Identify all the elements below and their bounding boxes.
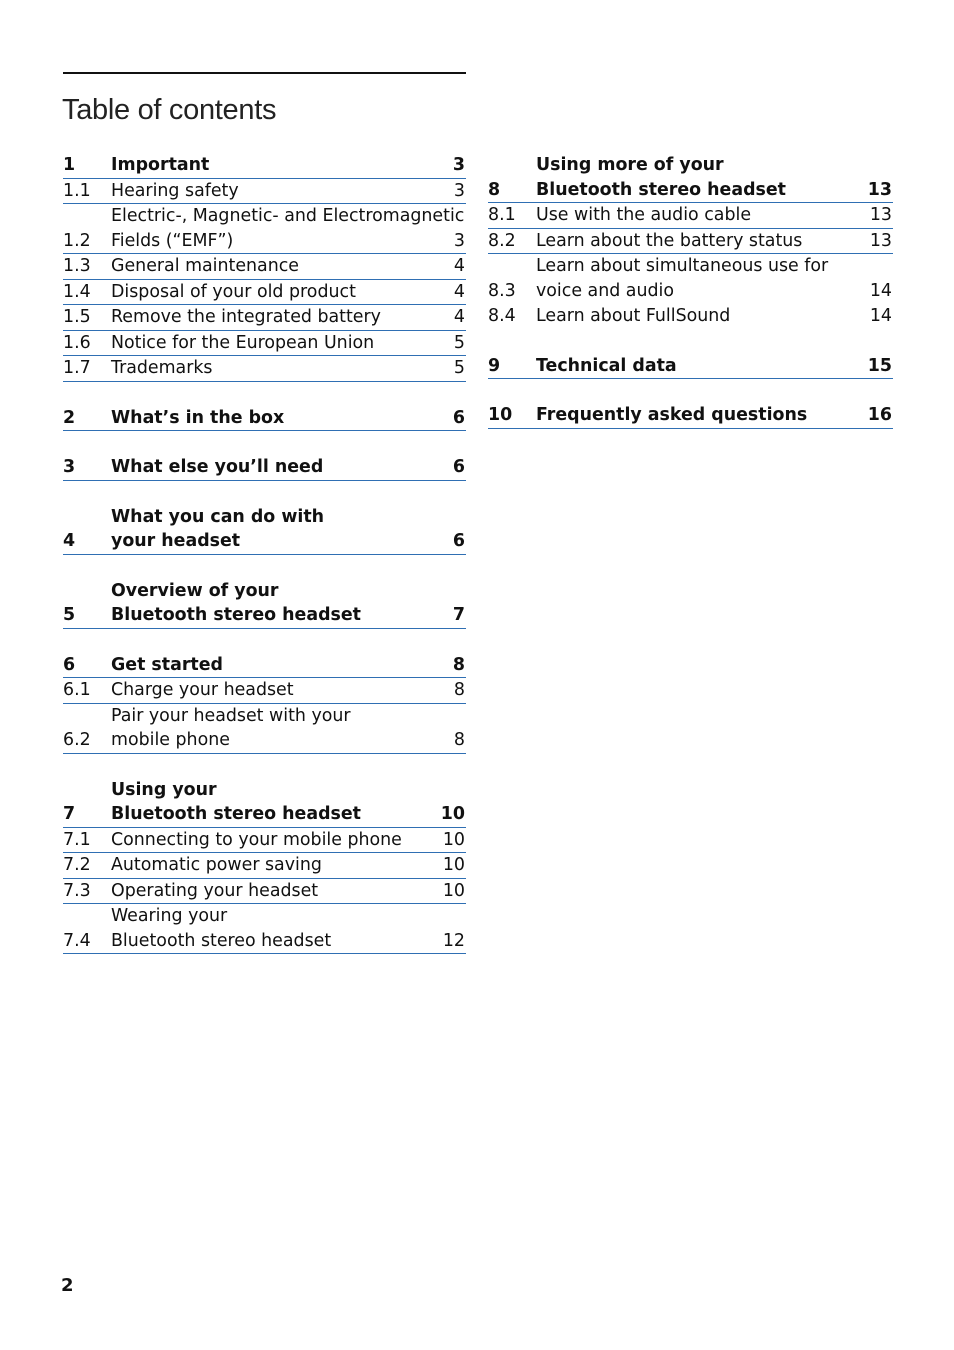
toc-entry-number: 6.1	[63, 680, 91, 700]
toc-entry-number: 8.4	[488, 306, 516, 326]
toc-chapter[interactable]	[63, 505, 466, 555]
toc-entry-title-line: voice and audio	[536, 280, 674, 301]
toc-entry-number: 9	[488, 355, 501, 376]
toc-chapter[interactable]	[63, 153, 466, 179]
section-gap	[63, 481, 466, 505]
toc-entry-title-line: Learn about FullSound	[536, 306, 731, 326]
toc-entry-title-line: Technical data	[536, 355, 677, 376]
toc-entry-page: 8	[453, 730, 465, 750]
toc-entry-title-line: What else you’ll need	[111, 457, 324, 477]
toc-entry-title-line: Bluetooth stereo headset	[111, 930, 332, 951]
toc-entry-title	[111, 653, 466, 678]
toc-section[interactable]	[63, 704, 466, 754]
toc-entry-title-line: Learn about simultaneous use for	[536, 256, 829, 276]
toc-entry-number: 6.2	[63, 730, 91, 750]
toc-entry-page: 6	[452, 531, 465, 551]
toc-entry-title-line: Pair your headset with your	[111, 705, 351, 726]
toc-section[interactable]	[63, 879, 466, 905]
toc-entry-title-line: Trademarks	[111, 358, 213, 378]
toc-entry-title-line: What’s in the box	[111, 407, 285, 428]
toc-section[interactable]	[63, 904, 466, 954]
toc-entry-page: 15	[867, 355, 892, 376]
toc-entry-number: 1	[63, 155, 76, 175]
toc-chapter[interactable]	[63, 653, 466, 679]
toc-section[interactable]	[488, 229, 893, 255]
toc-entry-title	[111, 678, 466, 703]
toc-entry-number: 8.2	[488, 230, 516, 251]
toc-entry-title	[536, 229, 893, 254]
toc-entry-number: 1.2	[63, 230, 91, 251]
toc-entry-number: 7	[63, 804, 76, 824]
toc-entry-page: 8	[453, 680, 465, 700]
toc-entry-title-line: Remove the integrated battery	[111, 307, 381, 327]
toc-entry-title-line: Wearing your	[111, 906, 228, 926]
toc-entry-title-line: Important	[111, 155, 210, 175]
toc-entry-page: 16	[867, 405, 892, 425]
toc-entry-title	[111, 356, 466, 381]
toc-entry-page: 4	[453, 256, 465, 276]
toc-entry-page: 10	[440, 804, 465, 824]
toc-entry-number: 2	[63, 407, 76, 428]
toc-entry-number: 4	[63, 531, 76, 551]
toc-chapter[interactable]	[63, 406, 466, 432]
toc-entry-title-line: Operating your headset	[111, 880, 319, 901]
toc-entry-title-line: mobile phone	[111, 730, 230, 750]
toc-section[interactable]	[63, 305, 466, 331]
toc-entry-number: 6	[63, 654, 76, 675]
toc-entry-title	[536, 354, 893, 379]
toc-right-column	[488, 153, 893, 429]
toc-entry-page: 3	[452, 155, 465, 175]
toc-entry-title	[536, 203, 893, 228]
toc-entry-title-line: Frequently asked questions	[536, 405, 808, 425]
toc-entry-title	[536, 304, 893, 329]
toc-section[interactable]	[63, 678, 466, 704]
toc-entry-page: 14	[869, 306, 892, 326]
toc-entry-title	[111, 879, 466, 904]
toc-entry-page: 6	[452, 457, 465, 477]
toc-entry-title	[111, 204, 466, 253]
toc-entry-page: 14	[869, 280, 892, 301]
toc-entry-title-line: What you can do with	[111, 506, 325, 527]
toc-entry-title	[111, 331, 466, 356]
toc-entry-title	[111, 280, 466, 305]
toc-entry-page: 10	[442, 880, 465, 901]
toc-entry-title	[111, 406, 466, 431]
page-number: 2	[61, 1275, 74, 1296]
toc-section[interactable]	[488, 203, 893, 229]
toc-entry-page: 13	[869, 205, 892, 225]
toc-entry-title-line: Charge your headset	[111, 680, 294, 700]
toc-entry-page: 10	[442, 829, 465, 850]
toc-entry-title-line: Automatic power saving	[111, 855, 322, 875]
toc-section[interactable]	[488, 304, 893, 330]
toc-entry-number: 1.6	[63, 332, 91, 353]
toc-section[interactable]	[63, 204, 466, 254]
toc-entry-title	[536, 254, 893, 303]
section-gap	[488, 379, 893, 403]
toc-entry-page: 13	[869, 230, 892, 251]
toc-entry-title-line: Using your	[111, 779, 217, 800]
toc-entry-number: 5	[63, 605, 76, 625]
toc-chapter[interactable]	[488, 403, 893, 429]
toc-entry-page: 6	[452, 407, 465, 428]
toc-section[interactable]	[63, 356, 466, 382]
toc-entry-title	[111, 179, 466, 204]
toc-entry-title-line: Learn about the battery status	[536, 230, 803, 251]
toc-entry-title-line: your headset	[111, 531, 241, 551]
toc-entry-title-line: Fields (“EMF”)	[111, 230, 234, 251]
toc-entry-title	[111, 828, 466, 853]
toc-chapter[interactable]	[488, 153, 893, 203]
toc-section[interactable]	[63, 853, 466, 879]
toc-entry-title-line: Bluetooth stereo headset	[111, 605, 361, 625]
toc-entry-page: 13	[867, 179, 892, 200]
toc-entry-page: 3	[453, 230, 465, 251]
toc-chapter[interactable]	[63, 455, 466, 481]
toc-entry-title	[111, 778, 466, 827]
toc-entry-number: 7.1	[63, 829, 91, 850]
toc-entry-title	[111, 704, 466, 753]
toc-entry-title-line: Overview of your	[111, 580, 279, 601]
page-title: Table of contents	[62, 94, 277, 126]
toc-chapter[interactable]	[63, 778, 466, 828]
toc-entry-title-line: General maintenance	[111, 256, 299, 276]
toc-entry-number: 1.7	[63, 358, 91, 378]
toc-entry-title-line: Bluetooth stereo headset	[536, 179, 786, 200]
toc-entry-page: 5	[453, 332, 465, 353]
toc-entry-page: 3	[453, 180, 465, 201]
toc-entry-title	[111, 579, 466, 628]
toc-entry-number: 10	[488, 405, 513, 425]
toc-chapter[interactable]	[63, 579, 466, 629]
toc-entry-title	[111, 455, 466, 480]
toc-section[interactable]	[488, 254, 893, 304]
toc-entry-page: 10	[442, 855, 465, 875]
toc-section[interactable]	[63, 331, 466, 357]
toc-entry-number: 7.3	[63, 880, 91, 901]
section-gap	[63, 382, 466, 406]
toc-entry-title	[111, 505, 466, 554]
toc-entry-title	[111, 904, 466, 953]
toc-entry-title	[536, 153, 893, 202]
section-gap	[63, 555, 466, 579]
toc-entry-number: 1.4	[63, 281, 91, 302]
toc-entry-title-line: Bluetooth stereo headset	[111, 804, 361, 824]
toc-entry-page: 5	[453, 358, 465, 378]
toc-entry-title	[111, 153, 466, 178]
toc-entry-page: 4	[453, 281, 465, 302]
toc-entry-number: 1.3	[63, 256, 91, 276]
section-gap	[488, 330, 893, 354]
toc-entry-page: 7	[452, 605, 465, 625]
header-rule	[63, 72, 466, 74]
toc-section[interactable]	[63, 280, 466, 306]
section-gap	[63, 431, 466, 455]
toc-entry-title-line: Get started	[111, 654, 223, 675]
toc-entry-page: 4	[453, 307, 465, 327]
toc-section[interactable]	[63, 828, 466, 854]
toc-entry-title-line: Connecting to your mobile phone	[111, 829, 402, 850]
toc-entry-title-line: Use with the audio cable	[536, 205, 752, 225]
toc-entry-number: 7.2	[63, 855, 91, 875]
toc-entry-number: 3	[63, 457, 76, 477]
toc-entry-number: 1.5	[63, 307, 91, 327]
toc-section[interactable]	[63, 179, 466, 205]
toc-entry-number: 8.3	[488, 280, 516, 301]
toc-chapter[interactable]	[488, 354, 893, 380]
toc-entry-number: 1.1	[63, 180, 91, 201]
toc-entry-title-line: Electric-, Magnetic- and Electromagnetic	[111, 206, 465, 226]
toc-entry-title-line: Notice for the European Union	[111, 332, 375, 353]
toc-entry-number: 8	[488, 179, 501, 200]
toc-entry-title-line: Hearing safety	[111, 180, 239, 201]
toc-entry-title	[111, 853, 466, 878]
toc-entry-title	[111, 305, 466, 330]
toc-entry-title-line: Using more of your	[536, 155, 724, 175]
toc-entry-number: 8.1	[488, 205, 516, 225]
toc-left-column	[63, 153, 466, 954]
toc-entry-page: 8	[452, 654, 465, 675]
toc-entry-title-line: Disposal of your old product	[111, 281, 356, 302]
section-gap	[63, 754, 466, 778]
toc-section[interactable]	[63, 254, 466, 280]
section-gap	[63, 629, 466, 653]
toc-entry-page: 12	[442, 930, 465, 951]
toc-entry-title	[111, 254, 466, 279]
toc-entry-number: 7.4	[63, 930, 91, 951]
toc-entry-title	[536, 403, 893, 428]
